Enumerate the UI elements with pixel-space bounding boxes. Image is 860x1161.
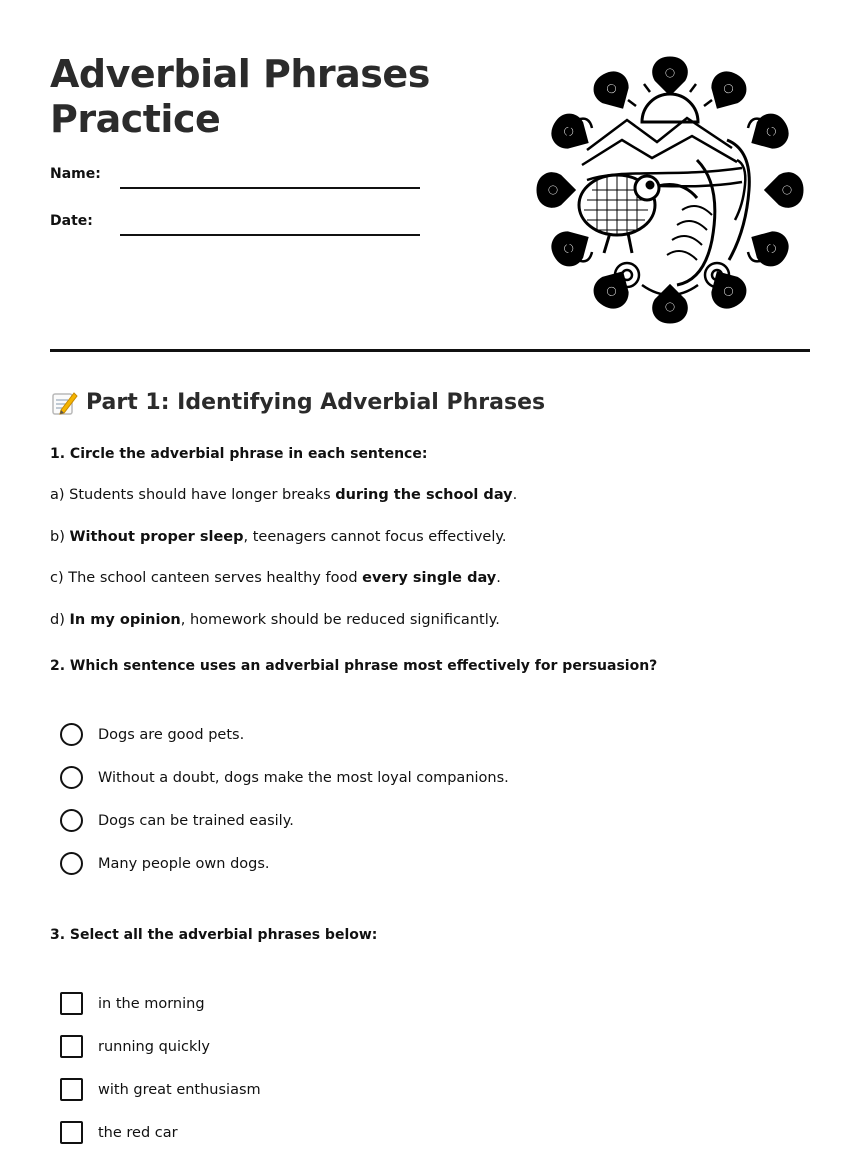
radio-option[interactable] bbox=[60, 852, 270, 875]
checkbox[interactable] bbox=[60, 1078, 83, 1101]
question-1-prompt: 1. Circle the adverbial phrase in each sentence: bbox=[50, 446, 428, 462]
adverbial-phrase: every single day bbox=[362, 570, 497, 586]
option-label: running quickly bbox=[98, 1038, 210, 1055]
name-label: Name: bbox=[50, 166, 101, 182]
radio-option[interactable] bbox=[60, 723, 244, 746]
date-label: Date: bbox=[50, 213, 93, 229]
option-label: Many people own dogs. bbox=[98, 855, 270, 872]
sentence-c[interactable]: c) The school canteen serves healthy food every single day. bbox=[50, 570, 501, 586]
radio-button[interactable] bbox=[60, 766, 83, 789]
checkbox[interactable] bbox=[60, 992, 83, 1015]
section-heading bbox=[50, 388, 545, 416]
checkbox-option[interactable] bbox=[60, 1121, 178, 1144]
adverbial-phrase: In my opinion bbox=[69, 612, 181, 628]
option-label: the red car bbox=[98, 1124, 178, 1141]
name-field[interactable] bbox=[120, 187, 420, 189]
question-2-prompt: 2. Which sentence uses an adverbial phrase most effectively for persuasion? bbox=[50, 658, 658, 674]
section-divider bbox=[50, 349, 810, 352]
option-label: with great enthusiasm bbox=[98, 1081, 261, 1098]
sentence-d[interactable]: d) In my opinion, homework should be reduced significantly. bbox=[50, 612, 500, 628]
radio-button[interactable] bbox=[60, 723, 83, 746]
checkbox-option[interactable] bbox=[60, 1035, 210, 1058]
radio-button[interactable] bbox=[60, 809, 83, 832]
checkbox-option[interactable] bbox=[60, 992, 205, 1015]
option-label: Dogs can be trained easily. bbox=[98, 812, 294, 829]
kiwi-mountains-sun-emblem-icon bbox=[532, 50, 808, 330]
checkbox[interactable] bbox=[60, 1121, 83, 1144]
option-label: in the morning bbox=[98, 995, 205, 1012]
radio-button[interactable] bbox=[60, 852, 83, 875]
sentence-b[interactable]: b) Without proper sleep, teenagers cannot focus effectively. bbox=[50, 529, 507, 545]
radio-option[interactable] bbox=[60, 766, 509, 789]
adverbial-phrase: Without proper sleep bbox=[69, 529, 244, 545]
title-line-1: Adverbial Phrases bbox=[50, 52, 430, 96]
question-3-prompt: 3. Select all the adverbial phrases below: bbox=[50, 927, 378, 943]
section-title: Part 1: Identifying Adverbial Phrases bbox=[86, 389, 546, 415]
page-title bbox=[50, 52, 470, 142]
title-line-2: Practice bbox=[50, 97, 221, 141]
sentence-a[interactable]: a) Students should have longer breaks during the school day. bbox=[50, 487, 518, 503]
option-label: Without a doubt, dogs make the most loyal companions. bbox=[98, 769, 509, 786]
memo-icon bbox=[50, 388, 78, 416]
radio-option[interactable] bbox=[60, 809, 294, 832]
checkbox[interactable] bbox=[60, 1035, 83, 1058]
adverbial-phrase: during the school day bbox=[335, 487, 513, 503]
date-field[interactable] bbox=[120, 234, 420, 236]
option-label: Dogs are good pets. bbox=[98, 726, 245, 743]
checkbox-option[interactable] bbox=[60, 1078, 261, 1101]
